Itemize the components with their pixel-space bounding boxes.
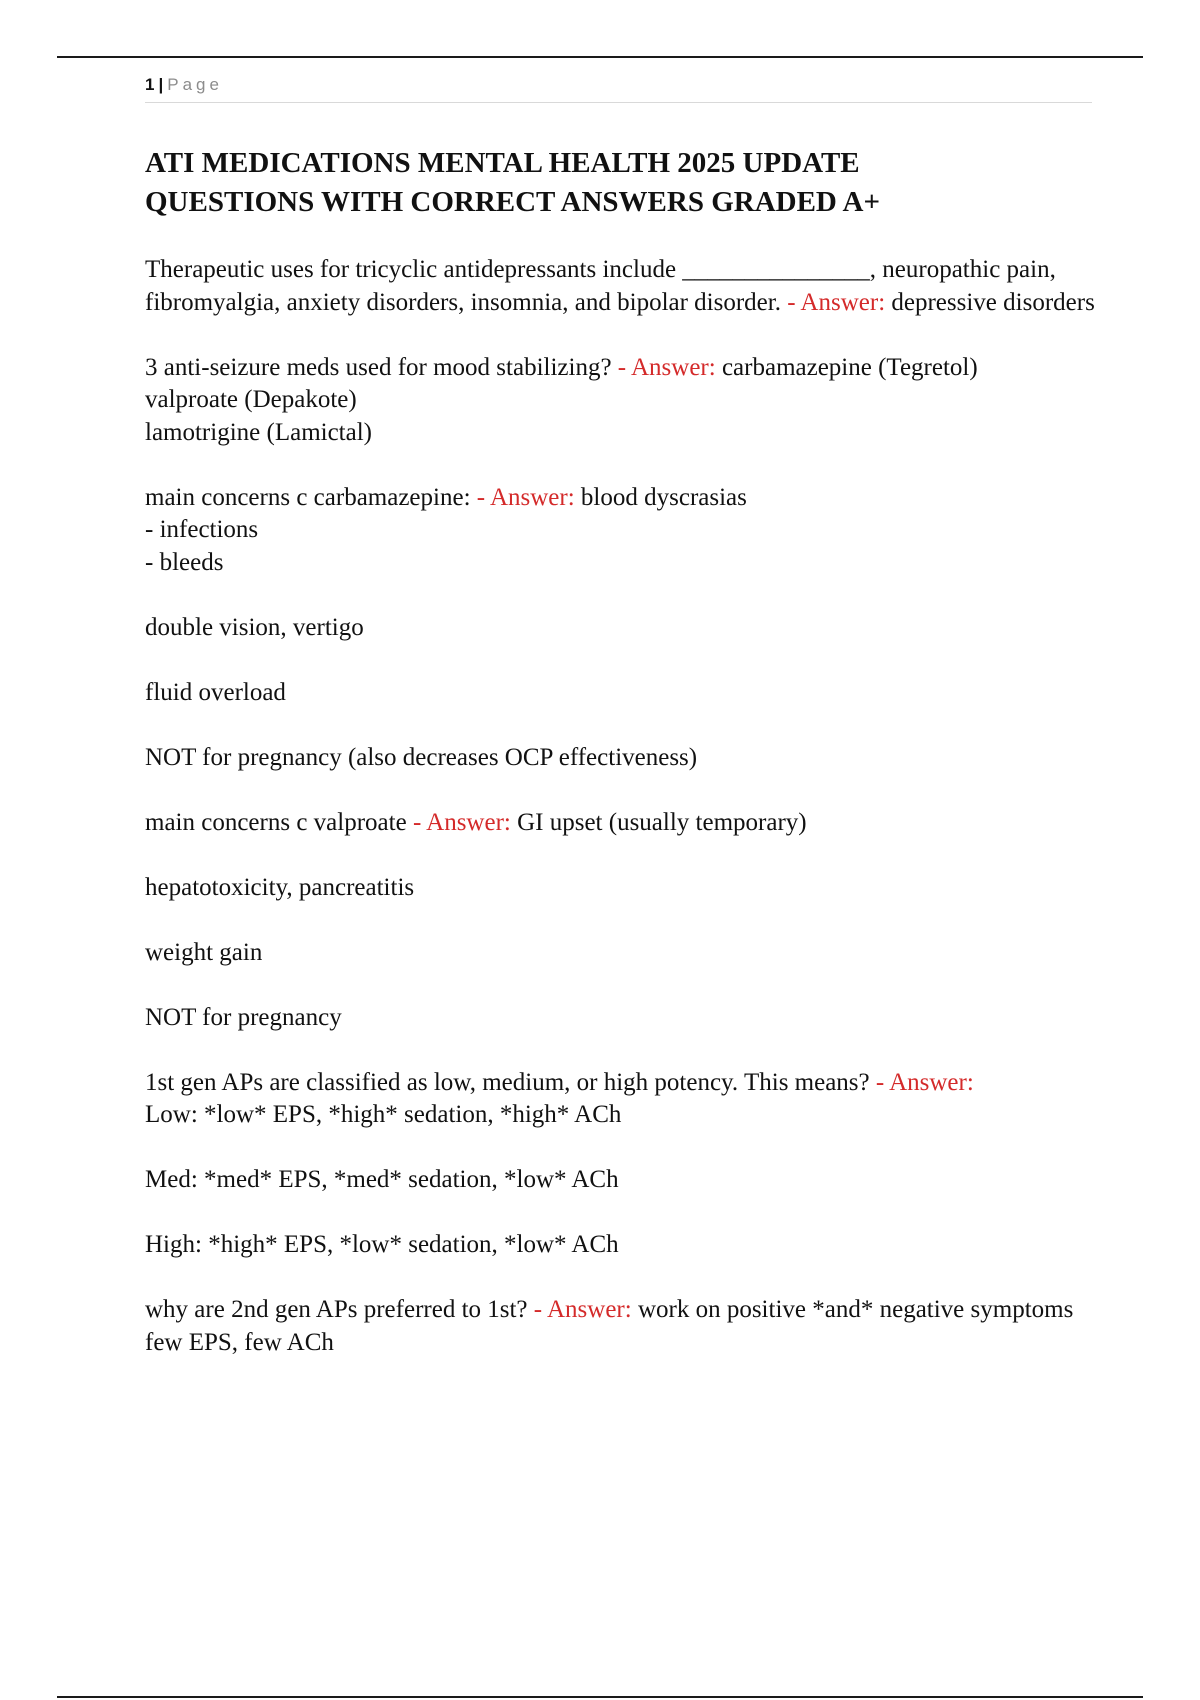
answer-paragraph: High: *high* EPS, *low* sedation, *low* ACh bbox=[145, 1231, 619, 1258]
question-text: 3 anti-seizure meds used for mood stabilizing? bbox=[145, 353, 612, 381]
title-line-2: QUESTIONS WITH CORRECT ANSWERS GRADED A+ bbox=[145, 186, 880, 218]
answer-paragraph: weight gain bbox=[145, 938, 263, 966]
question-text: why are 2nd gen APs preferred to 1st? bbox=[145, 1296, 528, 1323]
answer-line: - bleeds bbox=[145, 548, 224, 576]
answer-line: few EPS, few ACh bbox=[145, 1328, 334, 1356]
document-body bbox=[145, 144, 1095, 1392]
answer-line: Low: *low* EPS, *high* sedation, *high* ACh bbox=[145, 1101, 622, 1128]
answer-text: depressive disorders bbox=[891, 288, 1095, 316]
answer-text: work on positive *and* negative symptoms bbox=[637, 1296, 1074, 1323]
answer-tag: - Answer: bbox=[476, 483, 575, 511]
qa-item bbox=[145, 482, 1095, 580]
qa-item bbox=[145, 254, 1095, 319]
answer-text: carbamazepine (Tegretol) bbox=[721, 353, 978, 381]
page-separator: | bbox=[158, 75, 164, 94]
qa-item bbox=[145, 1067, 1095, 1132]
answer-line: - infections bbox=[145, 516, 259, 543]
qa-item bbox=[145, 352, 1095, 450]
page-label: Page bbox=[167, 75, 223, 94]
page-number: 1 bbox=[145, 75, 155, 94]
answer-paragraph: Med: *med* EPS, *med* sedation, *low* ACh bbox=[145, 1166, 619, 1193]
answer-tag: - Answer: bbox=[412, 808, 511, 836]
answer-text: GI upset (usually temporary) bbox=[517, 808, 807, 836]
answer-text: blood dyscrasias bbox=[580, 483, 747, 511]
question-text: main concerns c carbamazepine: bbox=[145, 483, 471, 511]
answer-paragraph: NOT for pregnancy bbox=[145, 1003, 342, 1031]
question-text: Therapeutic uses for tricyclic antidepressants include _______________, neuropathic pain, fibromyalgia, anxiety disorders, insomnia, and bipolar disorder. bbox=[145, 256, 1056, 316]
question-text: 1st gen APs are classified as low, medium, or high potency. This means? bbox=[145, 1068, 870, 1096]
answer-tag: - Answer: bbox=[533, 1296, 632, 1323]
answer-line: valproate (Depakote) bbox=[145, 386, 357, 413]
answer-paragraph: hepatotoxicity, pancreatitis bbox=[145, 873, 415, 901]
answer-line: lamotrigine (Lamictal) bbox=[145, 418, 372, 446]
answer-tag: - Answer: bbox=[787, 288, 886, 316]
answer-paragraph: fluid overload bbox=[145, 678, 286, 706]
title-line-1: ATI MEDICATIONS MENTAL HEALTH 2025 UPDATE bbox=[145, 147, 860, 179]
answer-paragraph: double vision, vertigo bbox=[145, 613, 364, 641]
top-rule bbox=[57, 56, 1143, 58]
page-header bbox=[145, 74, 1092, 103]
answer-tag: - Answer: bbox=[875, 1068, 974, 1096]
qa-item bbox=[145, 807, 1095, 840]
bottom-rule bbox=[57, 1696, 1143, 1698]
document-title bbox=[145, 144, 1095, 222]
answer-paragraph: NOT for pregnancy (also decreases OCP effectiveness) bbox=[145, 743, 698, 771]
question-text: main concerns c valproate bbox=[145, 808, 407, 836]
answer-tag: - Answer: bbox=[617, 353, 716, 381]
qa-item bbox=[145, 1294, 1095, 1359]
